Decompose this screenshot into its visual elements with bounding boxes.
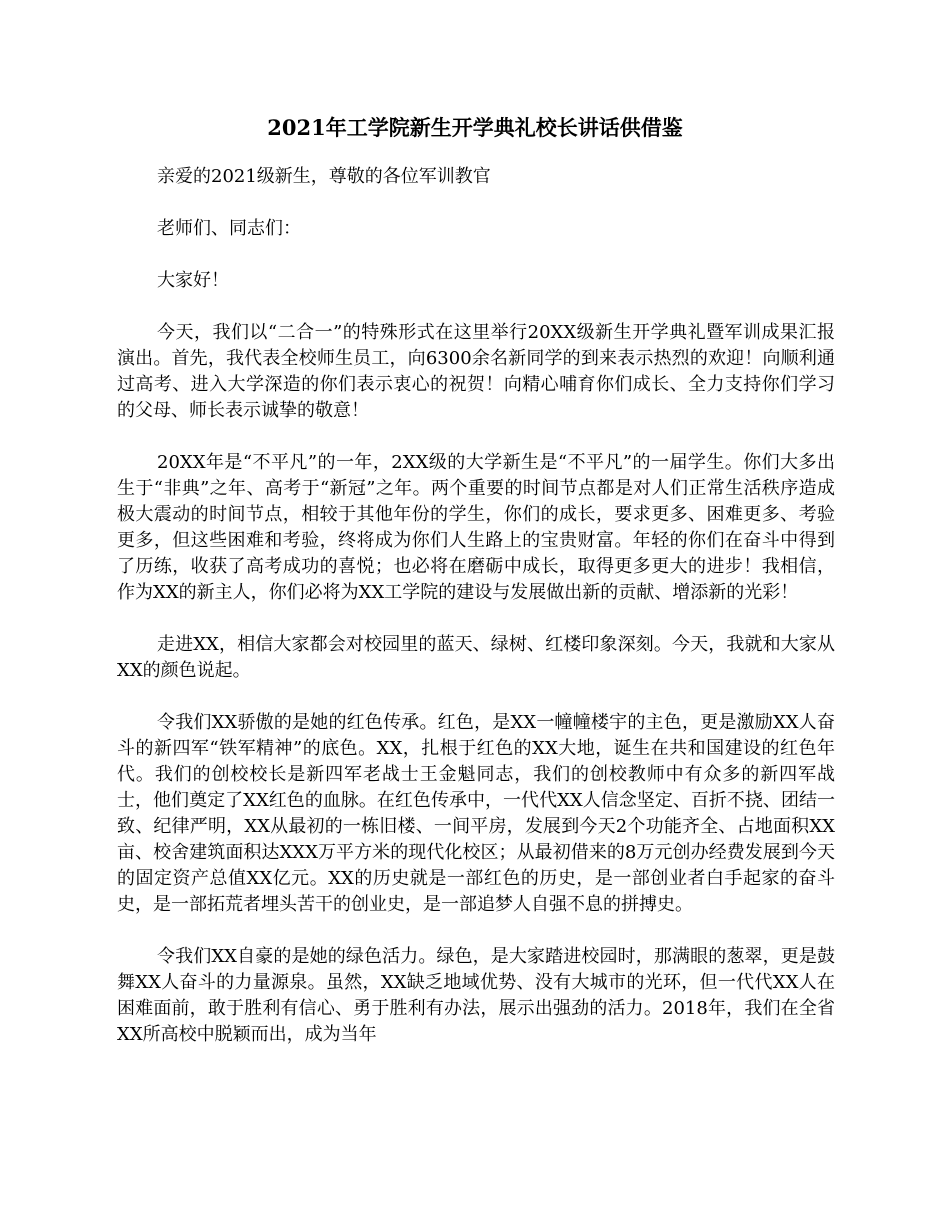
salutation-line: 老师们、同志们： bbox=[157, 218, 301, 239]
greeting-line: 大家好！ bbox=[157, 270, 229, 291]
document-title: 2021年工学院新生开学典礼校长讲话供借鉴 bbox=[267, 115, 683, 140]
body-paragraph: 20XX年是“不平凡”的一年，2XX级的大学新生是“不平凡”的一届学生。你们大多出生于“非典”之年、高考于“新冠”之年。两个重要的时间节点都是对人们正常生活秩序造成极大震动的时间节点，相较于其他年份的学生，你们的成长，要求更多、困难更多、考验更多，但这些困难和考验，终将成为你们人生路上的宝贵财富。年轻的你们在奋斗中得到了历练，收获了高考成功的喜悦；也必将在磨砺中成长，取得更多更大的进步！我相信，作为XX的新主人，你们必将为XX工学院的建设与发展做出新的贡献、增添新的光彩！ bbox=[117, 452, 835, 603]
body-paragraph: 令我们XX骄傲的是她的红色传承。红色，是XX一幢幢楼宇的主色，更是激励XX人奋斗的新四军“铁军精神”的底色。XX，扎根于红色的XX大地，诞生在共和国建设的红色年代。我们的创校校长是新四军老战士王金魁同志，我们的创校教师中有众多的新四军战士，他们奠定了XX红色的血脉。在红色传承中，一代代XX人信念坚定、百折不挠、团结一致、纪律严明，XX从最初的一栋旧楼、一间平房，发展到今天2个功能齐全、占地面积XX亩、校舍建筑面积达XXX万平方米的现代化校区；从最初借来的8万元创办经费发展到今天的固定资产总值XX亿元。XX的历史就是一部红色的历史，是一部创业者白手起家的奋斗史，是一部拓荒者埋头苦干的创业史，是一部追梦人自强不息的拼搏史。 bbox=[117, 712, 835, 915]
body-paragraph: 今天，我们以“二合一”的特殊形式在这里举行20XX级新生开学典礼暨军训成果汇报演出。首先，我代表全校师生员工，向6300余名新同学的到来表示热烈的欢迎！向顺利通过高考、进入大学深造的你们表示衷心的祝贺！向精心哺育你们成长、全力支持你们学习的父母、师长表示诚挚的敬意！ bbox=[117, 322, 835, 421]
body-paragraph: 令我们XX自豪的是她的绿色活力。绿色，是大家踏进校园时，那满眼的葱翠，更是鼓舞XX人奋斗的力量源泉。虽然，XX缺乏地域优势、没有大城市的光环，但一代代XX人在困难面前，敢于胜利有信心、勇于胜利有办法，展示出强劲的活力。2018年，我们在全省XX所高校中脱颖而出，成为当年 bbox=[117, 946, 835, 1045]
document-body bbox=[117, 164, 835, 1074]
salutation-line: 亲爱的2021级新生，尊敬的各位军训教官 bbox=[157, 166, 491, 187]
body-paragraph: 走进XX，相信大家都会对校园里的蓝天、绿树、红楼印象深刻。今天，我就和大家从XX的颜色说起。 bbox=[117, 634, 835, 681]
